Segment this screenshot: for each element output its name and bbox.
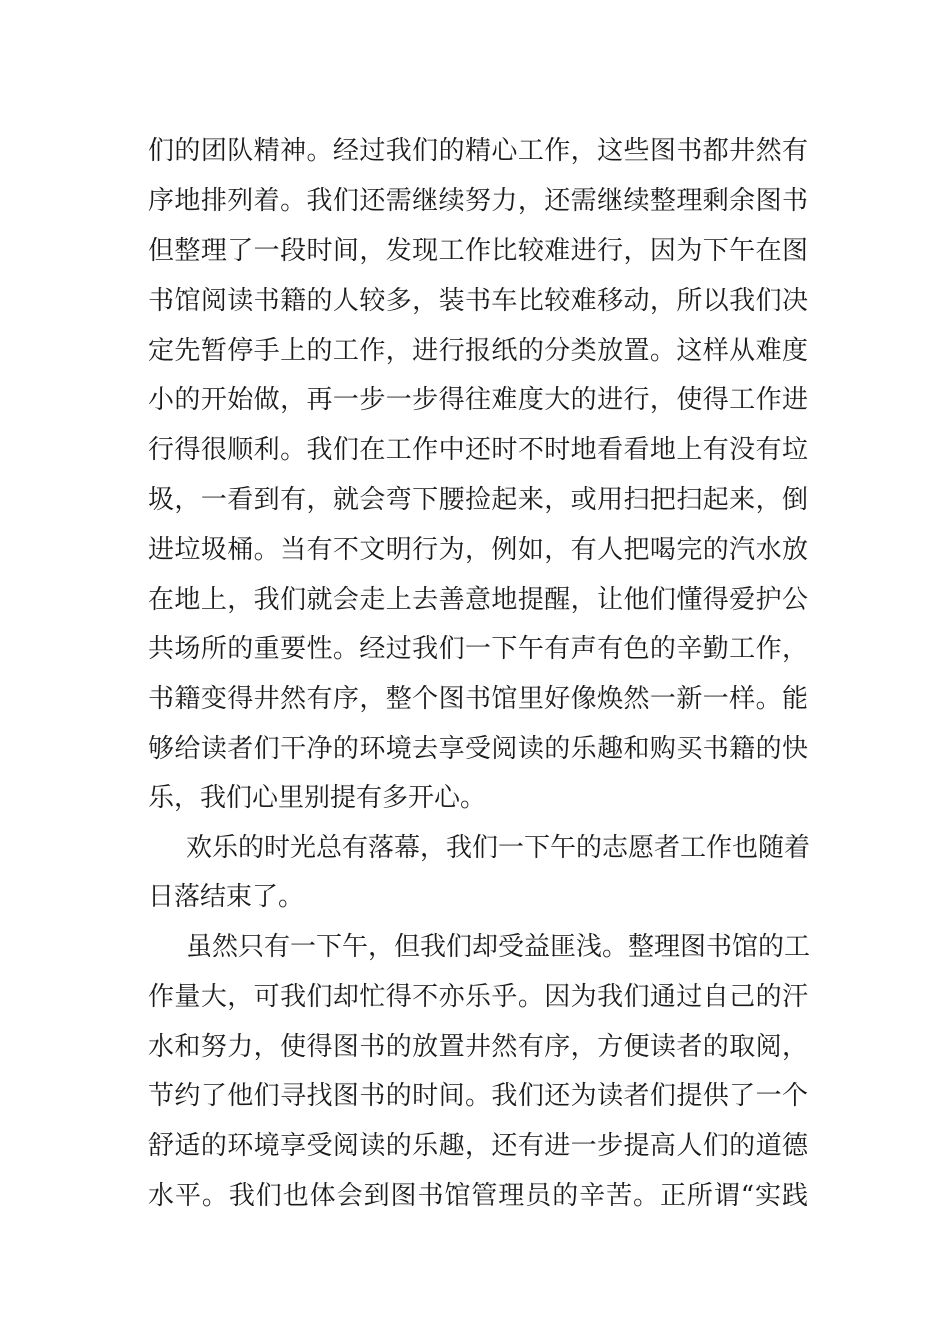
text-line: 定先暂停手上的工作，进行报纸的分类放置。这样从难度 xyxy=(148,336,808,366)
text-line: 但整理了一段时间，发现工作比较难进行，因为下午在图 xyxy=(148,236,808,266)
text-line: 水和努力，使得图书的放置井然有序，方便读者的取阅， xyxy=(148,1032,808,1062)
text-line: 日落结束了。 xyxy=(148,882,305,912)
text-line: 节约了他们寻找图书的时间。我们还为读者们提供了一个 xyxy=(148,1081,808,1111)
text-line: 共场所的重要性。经过我们一下午有声有色的辛勤工作， xyxy=(148,634,808,664)
text-line: 在地上，我们就会走上去善意地提醒，让他们懂得爱护公 xyxy=(148,585,808,615)
text-line: 圾，一看到有，就会弯下腰捡起来，或用扫把扫起来，倒 xyxy=(148,485,808,515)
text-line: 进垃圾桶。当有不文明行为，例如，有人把喝完的汽水放 xyxy=(148,535,808,565)
text-line: 行得很顺利。我们在工作中还时不时地看看地上有没有垃 xyxy=(148,435,808,465)
text-line: 们的团队精神。经过我们的精心工作，这些图书都井然有 xyxy=(148,136,808,166)
text-line: 乐，我们心里别提有多开心。 xyxy=(148,783,487,813)
text-line: 序地排列着。我们还需继续努力，还需继续整理剩余图书 xyxy=(148,186,808,216)
text-line: 小的开始做，再一步一步得往难度大的进行，使得工作进 xyxy=(148,385,808,415)
text-line: 作量大，可我们却忙得不亦乐乎。因为我们通过自己的汗 xyxy=(148,982,808,1012)
text-line: 够给读者们干净的环境去享受阅读的乐趣和购买书籍的快 xyxy=(148,734,808,764)
text-line: 舒适的环境享受阅读的乐趣，还有进一步提高人们的道德 xyxy=(148,1131,808,1161)
paragraph-first-line: 欢乐的时光总有落幕，我们一下午的志愿者工作也随着 xyxy=(186,833,811,863)
text-line: 书籍变得井然有序，整个图书馆里好像焕然一新一样。能 xyxy=(148,684,808,714)
text-line: 水平。我们也体会到图书馆管理员的辛苦。正所谓“实践 xyxy=(148,1181,808,1211)
paragraph-first-line: 虽然只有一下午，但我们却受益匪浅。整理图书馆的工 xyxy=(186,932,811,962)
text-line: 书馆阅读书籍的人较多，装书车比较难移动，所以我们决 xyxy=(148,286,808,316)
